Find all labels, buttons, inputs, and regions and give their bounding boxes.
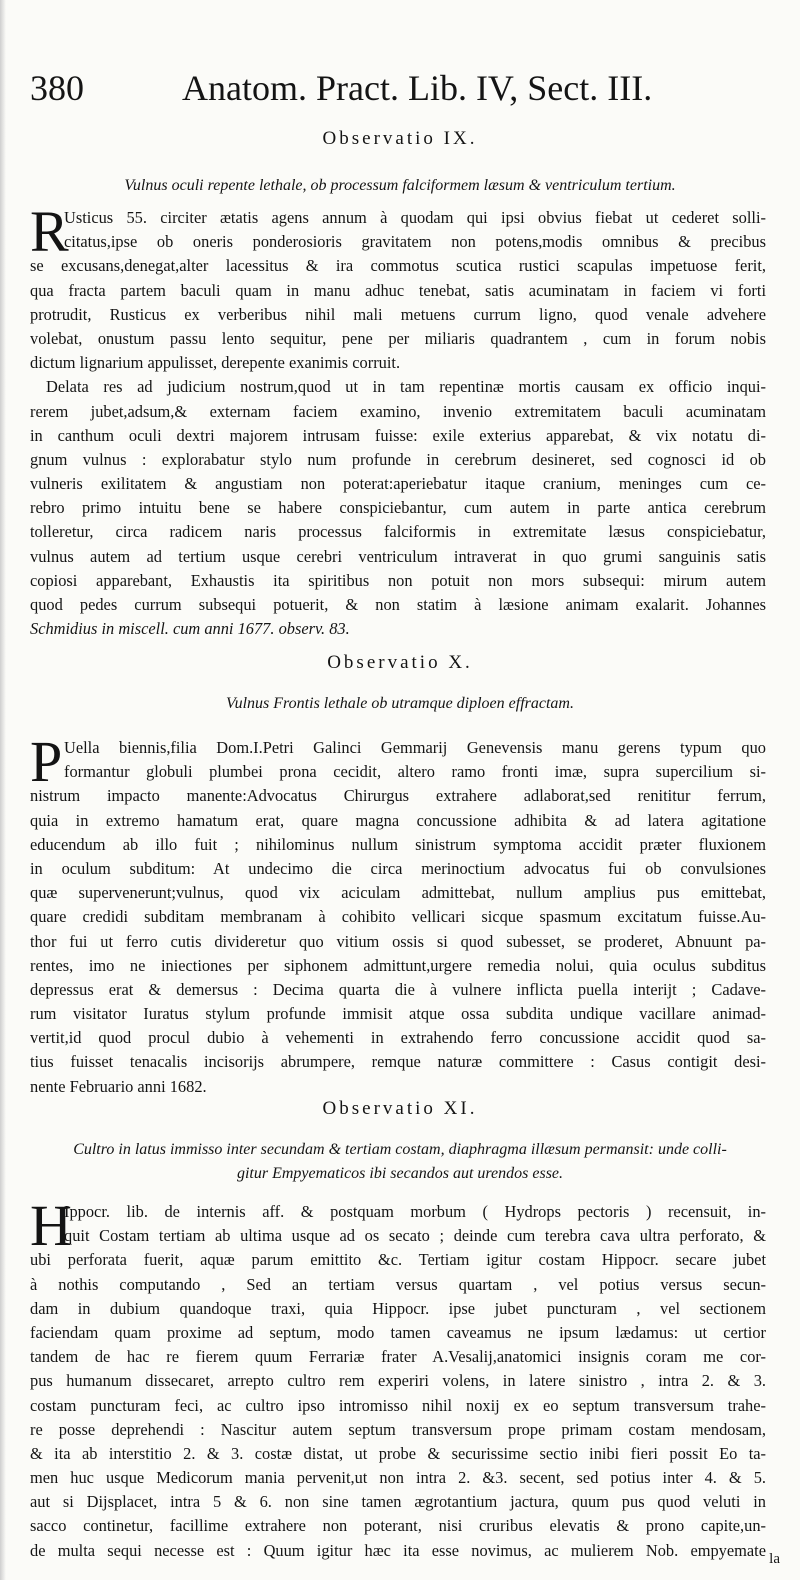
- text-line: men huc usque Medicorum mania pervenit,ut non intra 2. &3. secent, sed potius inter 4. & 5.: [30, 1468, 766, 1488]
- text-line: costam puncturam feci, ac cultro ipso intromisso nihil noxij ex eo septum transversum trahe-: [30, 1395, 766, 1415]
- text-line: dictum lignarium appulisset, derepente exanimis corruit.: [30, 353, 401, 373]
- running-head: [30, 64, 770, 114]
- text-line: rerem jubet,adsum,& externam faciem examino, invenio extremitatem baculi acuminatam: [30, 401, 766, 421]
- text-line: Usticus 55. circiter ætatis agens annum à quodam qui ipsi obvius fiebat ut cederet solli-: [64, 208, 766, 227]
- text-line: copiosi apparebant, Exhaustis ita spiritibus non potuit non mors subsequi: mirum autem: [30, 570, 766, 590]
- text-line: se excusans,denegat,alter lacessitus & ira commotus scutica rustici scapulas impetuose ferit,: [30, 256, 766, 276]
- text-line: tolleretur, circa radicem naris processus falciformis in extremitate læsus conspiciebatur,: [30, 522, 766, 542]
- text-line: tius fuisset tenacalis incisorijs abrumpere, remque naturæ committere : Casus contigit desi-: [30, 1052, 766, 1072]
- text-line: Delata res ad judicium nostrum,quod ut in tam repentinæ mortis causam ex officio inqui-: [46, 377, 766, 397]
- text-line: sacco continetur, facillime extrahere non poterant, nisi cruribus elevatis & prono capite,un-: [30, 1516, 766, 1536]
- subtitle-line: gitur Empyematicos ibi secandos aut urendos esse.: [236, 1165, 564, 1182]
- text-line: dam in dubium quandoque traxi, quia Hippocr. ipse jubet puncturam , vel sectionem: [30, 1298, 766, 1318]
- text-line: à nothis computando , Sed an tertiam versus quartam , vel potius versus secun-: [30, 1274, 766, 1294]
- observation-10-subtitle: Vulnus Frontis lethale ob utramque diploen effractam.: [226, 695, 574, 712]
- text-line: nistrum impacto manente:Advocatus Chirurgus extrahere adlaborat,sed renititur ferrum,: [30, 786, 766, 806]
- observation-9-subtitle: Vulnus oculi repente lethale, ob processum falciformem læsum & ventriculum tertium.: [124, 177, 676, 194]
- drop-cap: P: [30, 729, 63, 794]
- text-line: vertit,id quod procul dubio à vehementi in extrahendo ferro concussione accidit quod sa-: [30, 1028, 766, 1048]
- text-line: rentes, imo ne iniectiones per siphonem admittunt,urgere remedia nolui, quia oculus subditus: [30, 955, 766, 975]
- text-line: in canthum oculi dextri majorem intrusam fuisse: exile exterius apparebat, & vix notatu di-: [30, 425, 766, 445]
- text-line: qua fracta partem baculi quam in manu adhuc tenebat, satis acuminatam in faciem vi forti: [30, 280, 766, 300]
- text-line: Schmidius in miscell. cum anni 1677. observ. 83.: [30, 619, 350, 639]
- text-line: rum visitator Iuratus stylum profunde immisit atque ossa subdita undique vacillare animad-: [30, 1004, 766, 1024]
- text-line: protrudit, Rusticus ex verberibus nihil mali metuens currum ligno, quod venale advehere: [30, 304, 766, 324]
- text-line: in oculum subditum: At undecimo die circa merinoctium advocatus fui ob convulsiones: [30, 858, 766, 878]
- text-line: aut si Dijsplacet, intra 5 & 6. non sine tamen ægrotantium jactura, quum pus quod veluti in: [30, 1492, 766, 1512]
- text-line: quit Costam tertiam ab ultima usque ad os secato ; deinde cum terebra cava ultra perforato, &: [64, 1226, 766, 1246]
- catchword: la: [769, 1551, 780, 1567]
- observation-11-subtitle: [30, 1138, 770, 1186]
- text-line: depressus erat & demersus : Decima quarta die à vulnere inflicta puella interijt ; Cadave-: [30, 979, 766, 999]
- text-line: Ippocr. lib. de internis aff. & postquam morbum ( Hydrops pectoris ) recensuit, in-: [64, 1202, 766, 1221]
- observation-9-heading: Observatio IX.: [322, 128, 478, 149]
- text-line: quia in extremo hamatum erat, quare magna concussione adhibita & ad latera agitatione: [30, 810, 766, 830]
- text-line: quod pedes currum subsequi potuerit, & non statim à læsione animam exalarit. Johannes: [30, 595, 766, 614]
- drop-cap: H: [30, 1193, 72, 1258]
- text-line: & ita ab interstitio 2. & 3. costæ distat, ut probe & securissime sectio inibi fieri possit Eo ta-: [30, 1443, 766, 1463]
- running-title: Anatom. Pract. Lib. IV, Sect. III.: [182, 68, 653, 108]
- subtitle-line: Cultro in latus immisso inter secundam & tertiam costam, diaphragma illæsum permansit: unde colli-: [73, 1141, 727, 1158]
- text-line: gnum vulnus : explorabatur stylo num profunde in cerebrum desineret, sed cognosci id ob: [30, 449, 766, 469]
- text-line: quare credidi subditam membranam à cohibito vellicari sicque spasmum excitatum fuisse.Au-: [30, 907, 766, 927]
- page-gutter-shadow: [0, 0, 6, 1580]
- observation-11-heading: Observatio XI.: [322, 1098, 478, 1119]
- text-line: pus humanum dissecaret, arrepto cultro rem experiri volens, in latere sinistro , intra 2. & 3.: [30, 1371, 766, 1391]
- text-line: vulneris exilitatem & angustiam non poterat:aperiebatur itaque cranium, meninges cum ce-: [30, 474, 766, 494]
- text-line: formantur globuli plumbei prona cecidit, altero ramo fronti imæ, supra supercilium si-: [64, 762, 766, 782]
- observation-11-text: [30, 1193, 766, 1563]
- text-line: quæ supervenerunt;vulnus, quod vix aciculam admittebat, nullum amplius pus emittebat,: [30, 883, 766, 903]
- text-line: volebat, onustum passu lento sequitur, pene per miliaris quadrantem , cum in forum nobis: [30, 328, 766, 348]
- text-line: faciendam quam proxime ad septum, modo tamen caveamus ne ipsum lædamus: ut certior: [30, 1322, 766, 1342]
- observation-10-text: [30, 729, 766, 1099]
- page-number: 380: [30, 68, 84, 108]
- text-line: nente Februario anni 1682.: [30, 1076, 207, 1096]
- text-line: educendum ab illo fuit ; nihilominus nullum sinistrum symptoma accidit præter fluxionem: [30, 834, 766, 854]
- text-line: vulnus autem ad tertium usque cerebri ventriculum intraverat in quo grumi sanguinis satis: [30, 546, 766, 566]
- text-line: tandem de hac re fierem quum Ferrariæ frater A.Vesalij,anatomici insignis coram me cor-: [30, 1347, 766, 1367]
- text-line: re posse deprehendi : Nascitur autem septum transversum prope primam costam mendosam,: [30, 1419, 766, 1439]
- text-line: Uella biennis,filia Dom.I.Petri Galinci Gemmarij Genevensis manu gerens typum quo: [64, 738, 766, 757]
- observation-9-text: [30, 199, 766, 641]
- drop-cap: R: [30, 199, 69, 264]
- text-line: de multa sequi necesse est : Quum igitur hæc ita esse novimus, ac mulierem Nob. empyemate: [30, 1540, 766, 1560]
- text-line: rebro primo intuitu bene se habere conspiciebantur, cum autem in parte antica cerebrum: [30, 498, 766, 518]
- text-line: ubi perforata fuerit, aquæ parum emittito &c. Tertiam igitur costam Hippocr. secare jubet: [30, 1250, 766, 1270]
- text-line: citatus,ipse ob oneris ponderosioris gravitatem non potens,modis omnibus & precibus: [64, 232, 766, 252]
- text-line: thor fui ut ferro cutis divideretur quo vitium ossis si quod subesset, se proderet, Abnuunt pa-: [30, 931, 766, 951]
- observation-10-heading: Observatio X.: [327, 652, 473, 673]
